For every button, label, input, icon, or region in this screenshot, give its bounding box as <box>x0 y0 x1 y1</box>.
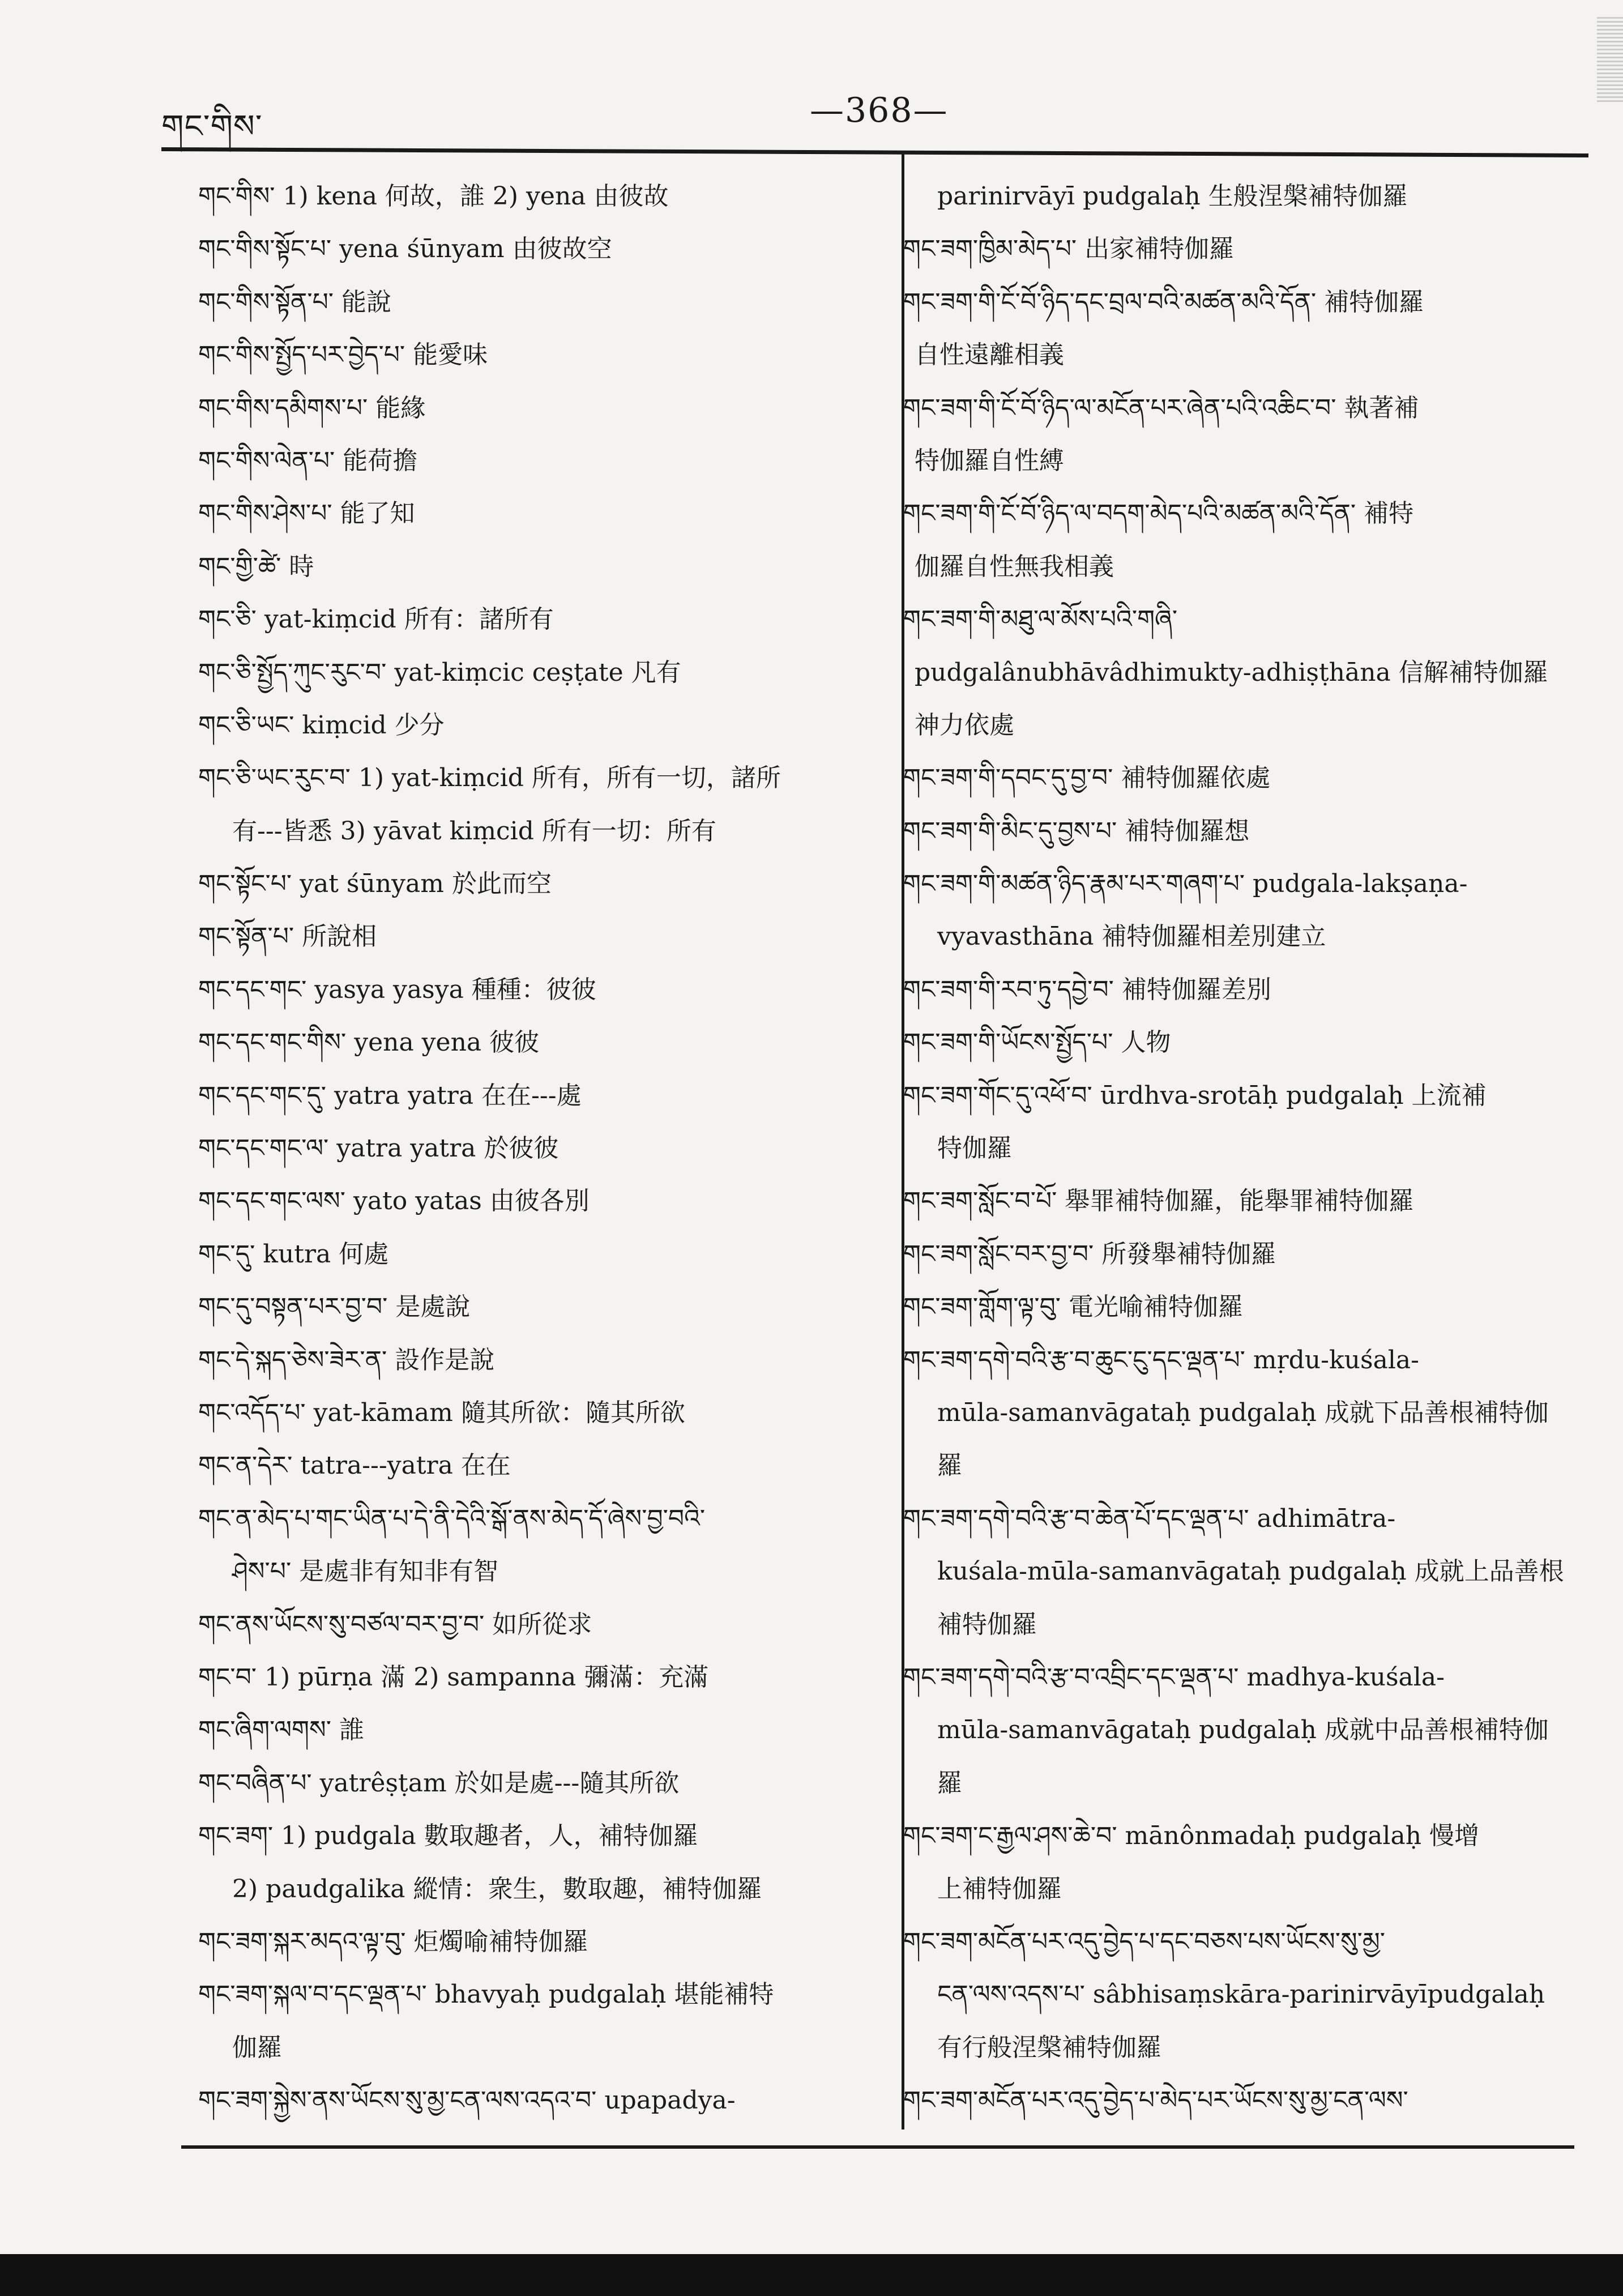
entry-line: གང་ཟག་སློང་བར་བྱ་བ་ 所發舉補特伽羅 <box>903 1239 1276 1269</box>
entry-line: གང་ཞིག་ལགས་ 誰 <box>198 1715 364 1745</box>
entry-line: གང་ཟག་གི་རབ་ཏུ་དབྱེ་བ་ 補特伽羅差別 <box>903 975 1271 1004</box>
scan-edge-artifact <box>1597 17 1623 102</box>
entry-line: གང་ཟག་ 1) pudgala 數取趣者，人，補特伽羅 <box>198 1821 698 1851</box>
entry-line: གང་ཟག་གི་ངོ་བོ་ཉིད་དང་བྲལ་བའི་མཚན་མའི་དོན་ 補特伽羅 <box>903 287 1424 317</box>
entry-line: གང་དུ་བསྟན་པར་བྱ་བ་ 是處說 <box>198 1292 471 1322</box>
entry-line: གང་དང་གང་དུ་ yatra yatra 在在---處 <box>198 1081 582 1110</box>
header-rule <box>161 147 1588 157</box>
entry-continuation: pudgalânubhāvâdhimukty-adhiṣṭhāna 信解補特伽羅 <box>915 658 1548 687</box>
entry-line: གང་ཟག་མངོན་པར་འདུ་བྱེད་པ་དང་བཅས་པས་ཡོངས་སུ་མྱ་ <box>903 1927 1386 1956</box>
entry-line: གང་བཞིན་པ་ yatrêṣṭam 於如是處---隨其所欲 <box>198 1768 680 1798</box>
entry-continuation: mūla-samanvāgataḥ pudgalaḥ 成就下品善根補特伽 <box>937 1398 1549 1427</box>
entry-continuation: mūla-samanvāgataḥ pudgalaḥ 成就中品善根補特伽 <box>937 1715 1549 1745</box>
running-header-word: གང་གིས་ <box>161 108 263 145</box>
entry-line: གང་གིས་སྤྱོད་པར་བྱེད་པ་ 能愛味 <box>198 340 488 370</box>
entry-line: གང་ཟག་གི་ཡོངས་སྤྱོད་པ་ 人物 <box>903 1028 1171 1057</box>
entry-continuation: ཤེས་པ་ 是處非有知非有智 <box>232 1557 499 1586</box>
entry-line: གང་འདོད་པ་ yat-kāmam 隨其所欲：隨其所欲 <box>198 1398 685 1427</box>
entry-continuation: parinirvāyī pudgalaḥ 生般涅槃補特伽羅 <box>937 182 1408 211</box>
entry-line: གང་ཅི་ཡང་ kiṃcid 少分 <box>198 710 445 740</box>
entry-line: གང་སྟོང་པ་ yat śūnyam 於此而空 <box>198 869 552 899</box>
entry-line: གང་ན་མེད་པ་གང་ཡིན་པ་དེ་ནི་དེའི་སྒོ་ནས་མེད་དོ་ཞེས་བྱ་བའི་ <box>198 1504 706 1533</box>
entry-line: གང་ཟག་དགེ་བའི་རྩ་བ་འབྲིང་དང་ལྡན་པ་ madhya-kuśala- <box>903 1662 1445 1692</box>
entry-continuation: 上補特伽羅 <box>937 1874 1062 1904</box>
entry-continuation: 特伽羅 <box>937 1134 1012 1163</box>
entry-line: གང་ཅི་སྤྱོད་ཀུང་རུང་བ་ yat-kiṃcic ceṣṭate 凡有 <box>198 658 681 687</box>
entry-line: གང་ཟག་གི་མིང་དུ་བྱས་པ་ 補特伽羅想 <box>903 816 1250 846</box>
entry-continuation: kuśala-mūla-samanvāgataḥ pudgalaḥ 成就上品善根 <box>937 1557 1564 1586</box>
entry-continuation: 有行般涅槃補特伽羅 <box>937 2033 1161 2062</box>
entry-line: གང་ནས་ཡོངས་སུ་བཙལ་བར་བྱ་བ་ 如所從求 <box>198 1610 592 1639</box>
left-column <box>198 170 883 2127</box>
entry-line: གང་ཟག་སྐལ་བ་དང་ལྡན་པ་ bhavyaḥ pudgalaḥ 堪能補特 <box>198 1980 774 2009</box>
entry-continuation: 自性遠離相義 <box>915 340 1064 370</box>
entry-line: གང་དང་གང་ལ་ yatra yatra 於彼彼 <box>198 1134 559 1163</box>
entry-line: གང་དེ་སྐད་ཅེས་ཟེར་ན་ 設作是說 <box>198 1345 495 1375</box>
entry-line: གང་བ་ 1) pūrṇa 滿 2) sampanna 彌滿：充滿 <box>198 1662 709 1692</box>
entry-continuation: 羅 <box>937 1451 962 1480</box>
entry-line: གང་ཅི་ཡང་རུང་བ་ 1) yat-kiṃcid 所有，所有一切，諸所 <box>198 763 781 793</box>
entry-continuation: 有---皆悉 3) yāvat kiṃcid 所有一切：所有 <box>232 816 716 846</box>
entry-continuation: ངན་ལས་འདས་པ་ sâbhisaṃskāra-parinirvāyīpudgalaḥ <box>937 1980 1545 2009</box>
scan-bottom-bar <box>0 2254 1623 2296</box>
entry-continuation: vyavasthāna 補特伽羅相差別建立 <box>937 922 1326 951</box>
entry-line: གང་ཟག་གི་ངོ་བོ་ཉིད་ལ་མངོན་པར་ཞེན་པའི་འཆིང་བ་ 執著補 <box>903 393 1419 423</box>
entry-line: གང་ཟག་མངོན་པར་འདུ་བྱེད་པ་མེད་པར་ཡོངས་སུ་མྱ་ངན་ལས་ <box>903 2086 1408 2115</box>
page-number: —368— <box>810 91 949 130</box>
entry-line: གང་ཟག་ཁྱིམ་མེད་པ་ 出家補特伽羅 <box>903 234 1235 264</box>
entry-line: གང་ཟག་ང་རྒྱལ་ཤས་ཆེ་བ་ mānônmadaḥ pudgalaḥ 慢增 <box>903 1821 1480 1851</box>
entry-line: གང་ཟག་གི་ངོ་བོ་ཉིད་ལ་བདག་མེད་པའི་མཚན་མའི་དོན་ 補特 <box>903 499 1414 528</box>
entry-line: གང་གིས་སྟོང་པ་ yena śūnyam 由彼故空 <box>198 234 612 264</box>
entry-line: གང་གིས་ 1) kena 何故，誰 2) yena 由彼故 <box>198 182 669 211</box>
entry-continuation: 特伽羅自性縛 <box>915 446 1064 475</box>
entry-line: གང་ཅི་ yat-kiṃcid 所有：諸所有 <box>198 605 554 634</box>
entry-continuation: 神力依處 <box>915 710 1014 740</box>
entry-line: གང་དུ་ kutra 何處 <box>198 1239 389 1269</box>
entry-line: གང་དང་གང་གིས་ yena yena 彼彼 <box>198 1028 540 1057</box>
entry-continuation: 羅 <box>937 1768 962 1798</box>
entry-line: གང་གྱི་ཚེ་ 時 <box>198 552 314 581</box>
entry-line: གང་ཟག་གི་དབང་དུ་བྱ་བ་ 補特伽羅依處 <box>903 763 1271 793</box>
entry-line: གང་གིས་དམིགས་པ་ 能緣 <box>198 393 426 423</box>
entry-line: གང་ཟག་གློག་ལྟ་བུ་ 電光喻補特伽羅 <box>903 1292 1244 1322</box>
right-column <box>903 170 1591 2127</box>
entry-continuation: 伽羅自性無我相義 <box>915 552 1114 581</box>
entry-line: གང་ཟག་གོང་དུ་འཕོ་བ་ ūrdhva-srotāḥ pudgalaḥ 上流補 <box>903 1081 1487 1110</box>
entry-line: གང་ཟག་སློང་བ་པོ་ 舉罪補特伽羅，能舉罪補特伽羅 <box>903 1187 1414 1216</box>
entry-line: གང་ཟག་དགེ་བའི་རྩ་བ་ཆུང་ངུ་དང་ལྡན་པ་ mṛdu-kuśala- <box>903 1345 1419 1375</box>
entry-line: གང་གིས་ཤེས་པ་ 能了知 <box>198 499 415 528</box>
entry-line: གང་ཟག་གི་མཐུ་ལ་མོས་པའི་གཞི་ <box>903 605 1178 634</box>
entry-line: གང་སྟོན་པ་ 所說相 <box>198 922 377 951</box>
entry-line: གང་ཟག་སྐྱེས་ནས་ཡོངས་སུ་མྱ་ངན་ལས་འདའ་བ་ upapadya- <box>198 2086 736 2115</box>
entry-line: གང་དང་གང་ yasya yasya 種種：彼彼 <box>198 975 596 1004</box>
footer-rule <box>181 2145 1574 2149</box>
entry-line: གང་གིས་ལེན་པ་ 能荷擔 <box>198 446 418 475</box>
entry-line: གང་གིས་སྟོན་པ་ 能說 <box>198 287 392 317</box>
entry-line: གང་ན་དེར་ tatra---yatra 在在 <box>198 1451 511 1480</box>
entry-continuation: 補特伽羅 <box>937 1610 1037 1639</box>
entry-line: གང་ཟག་གི་མཚན་ཉིད་རྣམ་པར་གཞག་པ་ pudgala-lakṣaṇa- <box>903 869 1468 899</box>
entry-continuation: 伽羅 <box>232 2033 282 2062</box>
entry-line: གང་ཟག་སྐར་མདའ་ལྟ་བུ་ 炬燭喻補特伽羅 <box>198 1927 588 1956</box>
entry-continuation: 2) paudgalika 縱情：衆生，數取趣，補特伽羅 <box>232 1874 762 1904</box>
entry-line: གང་ཟག་དགེ་བའི་རྩ་བ་ཆེན་པོ་དང་ལྡན་པ་ adhimātra- <box>903 1504 1396 1533</box>
entry-line: གང་དང་གང་ལས་ yato yatas 由彼各別 <box>198 1187 590 1216</box>
